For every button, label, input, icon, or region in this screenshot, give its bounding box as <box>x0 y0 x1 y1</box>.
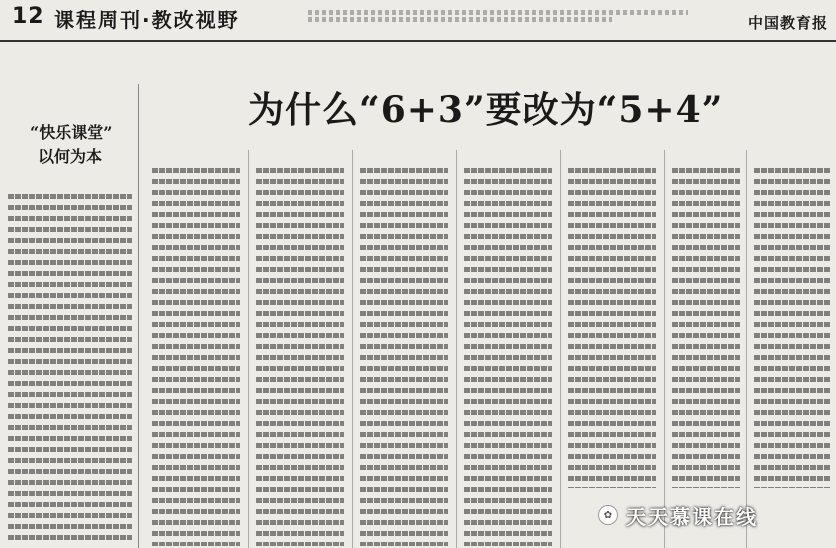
left-article-body <box>8 194 132 544</box>
column-rule <box>456 150 457 548</box>
body-column-1 <box>152 168 240 546</box>
newspaper-logo: 中国教育报 <box>747 14 828 32</box>
watermark-text: 天天慕课在线 <box>626 504 758 529</box>
wechat-icon: ✿ <box>598 505 618 525</box>
column-rule <box>664 150 665 548</box>
left-article-title-line1: “快乐课堂” <box>30 123 113 142</box>
body-column-7 <box>754 168 830 488</box>
newspaper-header <box>0 0 836 42</box>
watermark <box>598 500 828 530</box>
column-rule <box>560 150 561 548</box>
left-article <box>0 84 139 548</box>
section-title: 课程周刊·教改视野 <box>54 8 240 32</box>
column-rule <box>352 150 353 548</box>
body-column-4 <box>464 168 552 546</box>
body-column-6 <box>672 168 740 488</box>
left-article-title-line2: 以何为本 <box>38 147 103 166</box>
body-column-5 <box>568 168 656 488</box>
body-column-3 <box>360 168 448 546</box>
body-column-2 <box>256 168 344 546</box>
column-rule <box>248 150 249 548</box>
page-number: 12 <box>12 4 45 29</box>
column-rule <box>746 150 747 548</box>
header-meta-text <box>308 8 688 30</box>
main-headline: 为什么“6+3”要改为“5+4” <box>248 89 724 131</box>
